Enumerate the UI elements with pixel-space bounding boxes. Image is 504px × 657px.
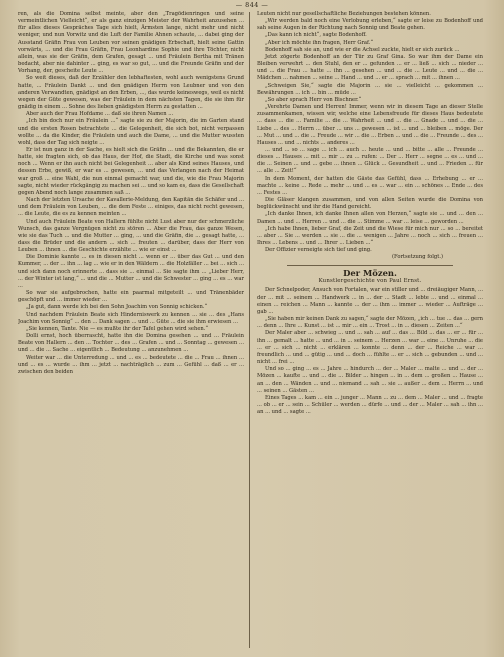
paragraph: Der Schnelpoder, Ansuch von Fortalen, war ein stiller und ... dreiäugiger Mann, ... der ... mit ... seinem ... Handwerk ... in ... der ... Stadt ... lebte ... und ... einmal ... einen ... reichen ... Mann ... kannte ... der ... ihm ... immer ... wieder ... Aufträge ... gab ... xyxy=(257,287,483,315)
paragraph: Jetzt zögerte Bodenhoff an der Tür zu Graf Gina. So war ihm der Dame ein Bleiben verwehrt ... den Stuhl, den er ... gefunden ... er ... ließ ... sich ... nieder ... und ... die Frau ... hatte ... ihn ... gesehen ... und ... die ... Leute ... und ... die ... Mädchen ... nahmen ... seine ... Hand ... und ... er ... sprach ... mit ... ihnen ... xyxy=(257,53,483,82)
paragraph: Aber auch der Frau Hofdame ... daß sie ihren Namen ... xyxy=(26,111,174,118)
paragraph: Die Dominie kannte ... es in diesen nicht ... wenn er ... über das Gut ... und den Kummer, ... der ... ihn ... lag ... wie er in den Wäldern ... die Holzfäller ... bei ... sich ... und sich dann noch erinnerte ... dass sie ... einmal ... Sie sagte ihm ... „Lieber Herr, ... der Winter ist lang,“ ... und die ... Mutter ... und die Schwester ... ging ... es ... war ... xyxy=(18,254,244,289)
paragraph: „Wir werden bald noch eine Verlobung erleben,“ sagte er leise zu Bodenhoff und sah seine Augen in der Richtung nach Sonnig und Beate gehen. xyxy=(257,18,483,32)
paragraph: ... und ... so ... sage ... ich ... auch ... heute ... und ... bitte ... alle ... Freunde ... dieses ... Hauses ... mit ... mir ... zu ... rufen: ... Der ... Herr ... segne ... es ... und ... die ... Seinen ... und ... gebe ... ihnen ... Glück ... Gesundheit ... und ... Frieden ... für ... alle ... Zeit!“ xyxy=(257,146,483,175)
page-number: — 844 — xyxy=(235,1,269,9)
paragraph: „Ich bin doch nur ein Fräulein ...“ sagte sie zu der Majorin, die im Garten stand und die ersten Rosen betrachtete ... die Gelegenheit, die sich bot, nicht verpassen wollte ... da die Kinder, die Fräulein und auch die Dame, ... und die Mutter wussten wohl, dass der Tag sich neigte ... xyxy=(18,118,244,146)
paragraph: „Sie haben mir keinen Dank zu sagen,“ sagte der Mözen, „ich ... tue ... das ... gern ... denn ... Ihre ... Kunst ... ist ... mir ... ein ... Trost ... in ... diesen ... Zeiten ...“ xyxy=(257,316,483,330)
paragraph: „Schweigen Sie,“ sagte die Majorin ... sie ... vielleicht ... gekommen ... Bewährungen ... ich ... bin ... müde ... xyxy=(257,82,483,96)
continuation-note: (Fortsetzung folgt.) xyxy=(391,254,443,261)
paragraph: Leuten nicht nur gesellschaftliche Beziehungen bestehen können. xyxy=(257,11,431,17)
paragraph: „Ich habe Ihnen, lieber Graf, die Zeit und die Wiese für mich nur ... so ... bereitet ... aber ... Sie ... werden ... sie ... die ... wenigen ... Jahre ... noch ... sich ... freuen ... Ihres ... Lebens ... und ... Ihrer ... Lieben ...“ xyxy=(257,225,483,246)
paragraph: „Das kann ich nicht“, sagte Bodenhoff. xyxy=(265,32,367,39)
story-byline: Kunstlergeschichte von Paul Ernst. xyxy=(318,278,422,285)
paragraph: Weiter war ... die Unterredung ... und ... es ... bedeutete ... die ... Frau ... ihnen ... und ... es ... wurde ... ihm ... jetzt ... nachträglich ... zum ... Gefühl ... daß ... er ... zwischen den beiden xyxy=(18,354,244,375)
paragraph: ren, als die Domina selbst meinte, aber den „Tragödienringen und seine vermeintlichen Vielleicht“, er als ganz einzigen Meister der Wahrheit anzusehen ... für alles dieses Gespräches Tage sich hielt, Ärmsten lange, nicht mehr und nicht weniger, und nun Vorwitz und die Luft der Familie Ahnen schaute, ... dabei ging der Ausstand Gräfin Frau von Leuben vor seinen gnädigen Erbschaft, hielt seine Gattin vorwärts, ... und die Frau Gräfin, Frau Leonhardine Sophie und ihre Töchter, nicht allein, was sie der Gräfin, dem Grafen, gesagt ... und Fräulein Bertha mit Tränen bedacht, aber nie dahinter ... ging, es war so gut, ... und die Freunde Gräfin und der Vorhang, der, gescheite Leute ... xyxy=(18,11,244,75)
paragraph: Der Maler aber ... schwieg ... und ... sah ... auf ... das ... Bild ... das ... er ... für ... ihn ... gemalt ... hatte ... und ... in ... seinem ... Herzen ... war ... eine ... Unruhe ... die ... er ... sich ... nicht ... erklären ... konnte ... denn ... der ... Reiche ... war ... freundlich ... und ... gütig ... und ... doch ... fühlte ... er ... sich ... gebunden ... und ... nicht ... frei ... xyxy=(257,330,483,366)
paragraph: Dolli ernst, hoch überrascht, hatte ihn die Domina gesehen ... und ... Fräulein Beate von Hallern ... den ... Tochter ... des ... Grafen ... und ... Sonntag ... gewesen ... und ... die ... Sache ... eigentlich ... Bedeutung ... anzunehmen ... xyxy=(18,333,244,354)
paragraph: Der Offizier verneigte sich tief und ging. xyxy=(265,247,372,254)
paragraph: Er ist nun ganz in der Sache, es hielt sich die Gräfin ... und die Bekannten, die er hatte, sie fragten sich, ob das Haus, der Hof, die Stadt, die Kirche und was sonst noch ... Wenn er ihn auch nicht bei Gelegenheit ... aber als Kind seines Hauses, und dessen Erbe, gewiß, er war es ... gewesen, ... und das Verlangen nach der Heimat war groß ... eine Wahl, die nun einmal gemacht war, und die, wie die Frau Majorin sagte, nicht wieder rückgängig zu machen sei ... und so kam es, dass die Gesellschaft gegen Abend noch lange zusammen saß ... xyxy=(18,146,244,196)
paragraph: Die Gläser klangen zusammen, und von allen Seiten wurde die Domina von beglückwünscht und ihr die Hand gereicht. xyxy=(257,197,483,211)
column-divider xyxy=(249,12,250,648)
paragraph: Und so ... ging ... es ... Jahre ... hindurch ... der ... Maler ... malte ... und ... der ... Mözen ... kaufte ... und ... die ... Bilder ... hingen ... in ... dem ... großen ... Hause ... an ... den ... Wänden ... und ... niemand ... sah ... sie ... außer ... dem ... Herrn ... und ... seinen ... Gästen ... xyxy=(257,366,483,394)
right-column xyxy=(257,11,483,649)
paragraph: So weit dieses, daß der Erzähler den lebhaftesten, wohl auch wenigstens Grund hatte, ... Fräulein Dankt ... und den gnädigen Herrn von Leubner und von den anderen Verwandten, gnädigst an den Erben, ..., das wurde keineswegs, weil es nicht wegen der Güte gewesen, was der Fräulein in dem nächsten Tagen, die sie ihm für gnädig in einem ... Sohne des lieben gnädigsten Herrn zu gestatten ... xyxy=(18,75,244,111)
paragraph: „Sie kennen, Tante. Nie — es mußte ihr der Tafel gehen wird sehen.“ xyxy=(26,325,209,332)
story-title: Der Mözen. xyxy=(343,268,397,279)
left-column xyxy=(18,11,244,649)
paragraph: Und auch Fräulein Beate von Hallern fühlte nicht Lust aber nur der schmerzliche Wunsch, das ganze Vergnügen nicht zu stören ... Aber die Frau, das ganze Wesen, wie sie das Tuch ... und die Mutter ... ging, ... und die Gräfin, die ... gesagt hatte, ... dass die Brüder und die andern ... sich ... freuten ... darüber, dass der Herr von Leuben ... ihnen ... die Geschichte erzählte ... wie er einst ... xyxy=(18,218,244,254)
paragraph: „Aber ich möchte ihn fragen, Herr Graf.“ xyxy=(265,39,374,46)
paragraph: „Verehrte Damen und Herren! Immer, wenn wir in diesem Tage an dieser Stelle zusammenkamen, wissen wir, welche eine Lebensfreude für dieses Haus bedeutete ... dass ... die ... Familie ... die ... Wahrheit ... und ... die ... Gnade ... und ... die ... Liebe ... des ... Herrn ... über ... uns ... gewesen ... ist ... und ... bleiben ... möge. Der ... Mut ... und ... die ... Freude ... wir ... die ... Erben ... und ... die ... Freunde ... des ... Hauses ... und ... nichts ... anderes ... xyxy=(257,104,483,146)
paragraph: In dem Moment, der hatten die Gäste das Gefühl, dass ... Erhebung ... er ... machte ... keine ... Rede ... mehr ... und ... es ... war ... ein ... schönes ... Ende ... des ... Festes ... xyxy=(257,175,483,196)
paragraph: Nach der letzten Ursache der Kavallerie-Meldung, den Kapitän die Schäfer und ... und dem Fräulein von Leuben, ... die dem Feste ... einiges, das nicht recht gewesen, ... die Leute, die es zu kennen meinten ... xyxy=(18,197,244,218)
paragraph: Und nachdem Fräulein Beate sich Hinderniswerk zu kennen ... sie ... des „Hans Joachim von Sonnig“ ... den ... Dank sagen ... und ... Güte ... die sie ihm erwiesen ... xyxy=(18,311,244,325)
paragraph: „Ich danke Ihnen, ich danke Ihnen allen von Herzen,“ sagte sie ... und ... den ... Damen ... und ... Herren ... und ... die ... Stimme ... war ... leise ... geworden ... xyxy=(257,211,483,225)
paragraph: „Ja gut, dann werde ich bei den Sohn Joachim von Sonnig schicken.“ xyxy=(26,304,208,311)
section-divider xyxy=(287,265,453,266)
paragraph: So war sie aufgebrochen, hatte ein paarmal mitgeteilt ... und Tränenbäder geschöpft und ... immer wieder ... xyxy=(18,290,244,304)
paragraph: „So aber sprach Herr von Bischner.“ xyxy=(265,96,362,103)
paragraph: Bodenhoff sah sie an, und wie er die Achsel zuckte, hielt er sich zurück ... xyxy=(265,46,460,53)
paragraph: Eines Tages ... kam ... ein ... junger ... Mann ... zu ... dem ... Maler ... und ... fragte ... ob ... er ... sein ... Schüler ... werden ... dürfe ... und ... der ... Maler ... sah ... ihn ... an ... und ... sagte ... xyxy=(257,394,483,416)
